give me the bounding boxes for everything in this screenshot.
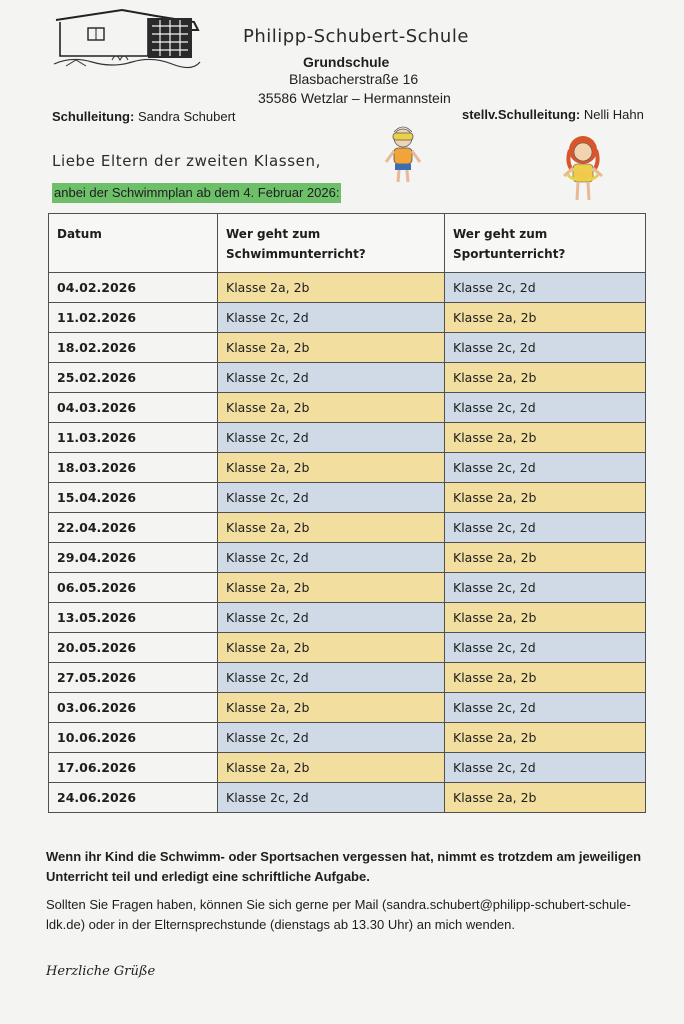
school-street: Blasbacherstraße 16 <box>289 71 419 87</box>
principal-line <box>52 109 236 124</box>
date-cell: 04.02.2026 <box>49 273 218 303</box>
swimmer-child-illustration <box>378 124 428 184</box>
table-row <box>49 693 646 723</box>
table-row <box>49 573 646 603</box>
school-city: 35586 Wetzlar – Hermannstein <box>258 90 451 106</box>
date-cell: 15.04.2026 <box>49 483 218 513</box>
swim-cell: Klasse 2c, 2d <box>218 543 445 573</box>
sport-cell: Klasse 2a, 2b <box>445 423 646 453</box>
date-cell: 18.03.2026 <box>49 453 218 483</box>
table-row <box>49 783 646 813</box>
sport-cell: Klasse 2c, 2d <box>445 333 646 363</box>
forgotten-kit-note: Wenn ihr Kind die Schwimm- oder Sportsachen vergessen hat, nimmt es trotzdem am jeweiligen Unterricht teil und erledigt eine schriftliche Aufgabe. <box>46 849 642 884</box>
date-cell: 29.04.2026 <box>49 543 218 573</box>
swim-cell: Klasse 2a, 2b <box>218 573 445 603</box>
sport-cell: Klasse 2c, 2d <box>445 573 646 603</box>
deputy-name: Nelli Hahn <box>583 107 644 122</box>
swim-cell: Klasse 2c, 2d <box>218 783 445 813</box>
date-cell: 20.05.2026 <box>49 633 218 663</box>
table-row <box>49 303 646 333</box>
table-row <box>49 723 646 753</box>
deputy-label: stellv.Schulleitung: <box>462 107 581 122</box>
swim-schedule-table <box>48 213 646 813</box>
table-row <box>49 363 646 393</box>
table-row <box>49 423 646 453</box>
date-cell: 11.02.2026 <box>49 303 218 333</box>
swim-cell: Klasse 2a, 2b <box>218 453 445 483</box>
school-name: Philipp-Schubert-Schule <box>243 26 469 47</box>
sport-cell: Klasse 2a, 2b <box>445 543 646 573</box>
date-cell: 03.06.2026 <box>49 693 218 723</box>
date-cell: 11.03.2026 <box>49 423 218 453</box>
swim-cell: Klasse 2a, 2b <box>218 753 445 783</box>
principal-label: Schulleitung: <box>52 109 135 124</box>
column-header-date: Datum <box>49 214 218 273</box>
swim-cell: Klasse 2c, 2d <box>218 663 445 693</box>
sport-cell: Klasse 2a, 2b <box>445 303 646 333</box>
date-cell: 18.02.2026 <box>49 333 218 363</box>
principal-name: Sandra Schubert <box>137 109 236 124</box>
sport-cell: Klasse 2a, 2b <box>445 723 646 753</box>
swim-cell: Klasse 2c, 2d <box>218 303 445 333</box>
table-row <box>49 633 646 663</box>
table-row <box>49 663 646 693</box>
date-cell: 22.04.2026 <box>49 513 218 543</box>
table-row <box>49 333 646 363</box>
swim-cell: Klasse 2c, 2d <box>218 483 445 513</box>
date-cell: 13.05.2026 <box>49 603 218 633</box>
sport-cell: Klasse 2c, 2d <box>445 753 646 783</box>
swim-cell: Klasse 2c, 2d <box>218 603 445 633</box>
date-cell: 25.02.2026 <box>49 363 218 393</box>
sport-cell: Klasse 2a, 2b <box>445 783 646 813</box>
contact-paragraph: Sollten Sie Fragen haben, können Sie sich gerne per Mail (sandra.schubert@philipp-schubert-schule-ldk.de) oder in der Elternsprechstunde (dienstags ab 13.30 Uhr) an mich wenden. <box>46 897 631 932</box>
sport-cell: Klasse 2a, 2b <box>445 663 646 693</box>
table-row <box>49 393 646 423</box>
child-with-swim-ring-illustration <box>558 132 608 204</box>
sport-cell: Klasse 2a, 2b <box>445 603 646 633</box>
swim-cell: Klasse 2a, 2b <box>218 513 445 543</box>
table-row <box>49 513 646 543</box>
sport-cell: Klasse 2c, 2d <box>445 273 646 303</box>
swim-cell: Klasse 2c, 2d <box>218 363 445 393</box>
table-row <box>49 483 646 513</box>
date-cell: 06.05.2026 <box>49 573 218 603</box>
school-building-logo <box>52 4 202 70</box>
sport-cell: Klasse 2c, 2d <box>445 693 646 723</box>
table-row <box>49 543 646 573</box>
deputy-line <box>462 107 644 122</box>
closing-greeting: Herzliche Grüße <box>46 964 156 979</box>
swim-cell: Klasse 2a, 2b <box>218 333 445 363</box>
date-cell: 24.06.2026 <box>49 783 218 813</box>
swim-cell: Klasse 2c, 2d <box>218 723 445 753</box>
swim-cell: Klasse 2a, 2b <box>218 393 445 423</box>
sport-cell: Klasse 2c, 2d <box>445 453 646 483</box>
sport-cell: Klasse 2a, 2b <box>445 483 646 513</box>
date-cell: 04.03.2026 <box>49 393 218 423</box>
table-row <box>49 753 646 783</box>
swim-cell: Klasse 2a, 2b <box>218 693 445 723</box>
date-cell: 27.05.2026 <box>49 663 218 693</box>
sport-cell: Klasse 2c, 2d <box>445 513 646 543</box>
intro-highlight: anbei der Schwimmplan ab dem 4. Februar 2026: <box>52 183 341 203</box>
column-header-swim: Wer geht zum Schwimmunterricht? <box>218 214 445 273</box>
letter-greeting: Liebe Eltern der zweiten Klassen, <box>52 152 321 170</box>
date-cell: 10.06.2026 <box>49 723 218 753</box>
school-type: Grundschule <box>303 54 390 70</box>
sport-cell: Klasse 2a, 2b <box>445 363 646 393</box>
table-row <box>49 273 646 303</box>
table-header-row <box>49 214 646 273</box>
swim-cell: Klasse 2c, 2d <box>218 423 445 453</box>
swim-cell: Klasse 2a, 2b <box>218 633 445 663</box>
table-row <box>49 453 646 483</box>
sport-cell: Klasse 2c, 2d <box>445 633 646 663</box>
column-header-sport: Wer geht zum Sportunterricht? <box>445 214 646 273</box>
table-row <box>49 603 646 633</box>
swim-cell: Klasse 2a, 2b <box>218 273 445 303</box>
sport-cell: Klasse 2c, 2d <box>445 393 646 423</box>
date-cell: 17.06.2026 <box>49 753 218 783</box>
